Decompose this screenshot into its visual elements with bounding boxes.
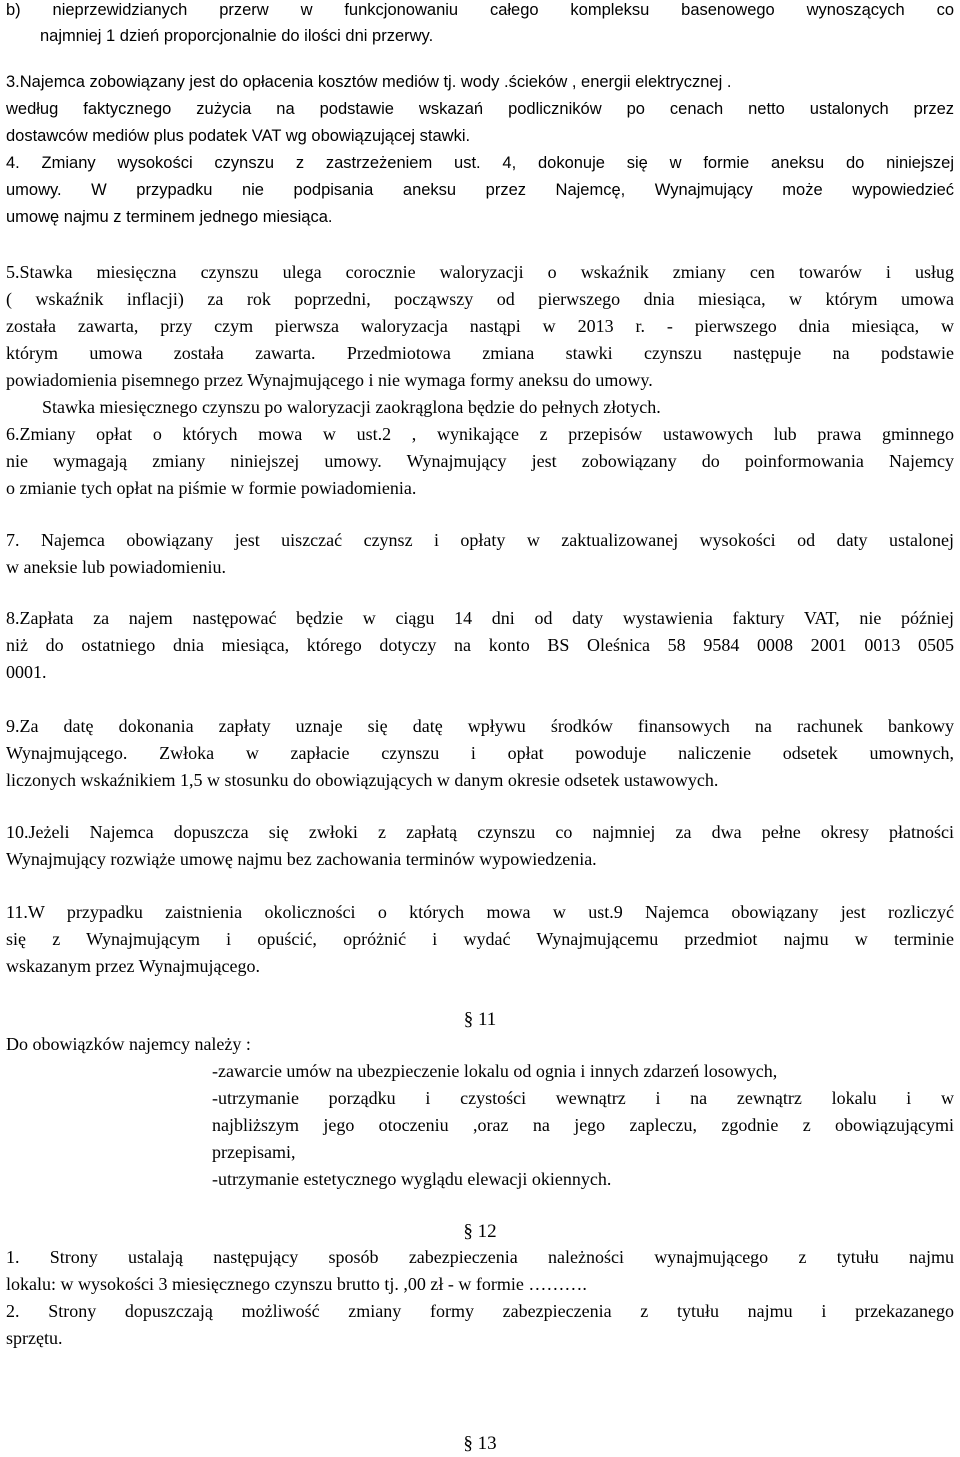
text-line: 5.Stawka miesięczna czynszu ulega corocznie waloryzacji o wskaźnik zmiany cen towarów i usług xyxy=(6,262,954,282)
text-line: 9.Za datę dokonania zapłaty uznaje się datę wpływu środków finansowych na rachunek bankowy xyxy=(6,716,954,736)
list-item: -zawarcie umów na ubezpieczenie lokalu od ognia i innych zdarzeń losowych, xyxy=(212,1061,778,1081)
list-item: -utrzymanie porządku i czystości wewnątrz i na zewnątrz lokalu i w xyxy=(212,1088,954,1108)
text-line: Wynajmującego. Zwłoka w zapłacie czynszu i opłat powoduje naliczenie odsetek umownych, xyxy=(6,743,954,763)
text-line: sprzętu. xyxy=(6,1328,63,1348)
text-line: Do obowiązków najemcy należy : xyxy=(6,1034,251,1054)
text-line: 3.Najemca zobowiązany jest do opłacenia kosztów mediów tj. wody .ścieków , energii elektrycznej . xyxy=(6,73,732,91)
text-line: Stawka miesięcznego czynszu po waloryzacji zaokrąglona będzie do pełnych złotych. xyxy=(42,397,661,417)
text-line: ( wskaźnik inflacji) za rok poprzedni, począwszy od pierwszego dnia miesiąca, w którym umowa xyxy=(6,289,954,309)
text-line: 10.Jeżeli Najemca dopuszcza się zwłoki z zapłatą czynszu co najmniej za dwa pełne okresy płatności xyxy=(6,822,954,842)
text-line: najmniej 1 dzień proporcjonalnie do ilości dni przerwy. xyxy=(40,27,434,45)
text-line: 8.Zapłata za najem następować będzie w ciągu 14 dni od daty wystawienia faktury VAT, nie później xyxy=(6,608,954,628)
text-line: lokalu: w wysokości 3 miesięcznego czynszu brutto tj. ,00 zł - w formie ………. xyxy=(6,1274,587,1294)
text-line: 1. Strony ustalają następujący sposób zabezpieczenia należności wynajmującego z tytułu najmu xyxy=(6,1247,954,1267)
list-item: najbliższym jego otoczeniu ,oraz na jego zapleczu, zgodnie z obowiązującymi xyxy=(212,1115,954,1135)
text-line: b) nieprzewidzianych przerw w funkcjonowaniu całego kompleksu basenowego wynoszących co xyxy=(6,1,954,19)
list-item: -utrzymanie estetycznego wyglądu elewacji okiennych. xyxy=(212,1169,612,1189)
text-line: Wynajmujący rozwiąże umowę najmu bez zachowania terminów wypowiedzenia. xyxy=(6,849,597,869)
text-line: 6.Zmiany opłat o których mowa w ust.2 , wynikające z przepisów ustawowych lub prawa gminnego xyxy=(6,424,954,444)
text-line: dostawców mediów plus podatek VAT wg obowiązującej stawki. xyxy=(6,127,471,145)
text-line: umowę najmu z terminem jednego miesiąca. xyxy=(6,208,333,226)
text-line: umowy. W przypadku nie podpisania aneksu przez Najemcę, Wynajmujący może wypowiedzieć xyxy=(6,181,954,199)
text-line: o zmianie tych opłat na piśmie w formie powiadomienia. xyxy=(6,478,417,498)
text-line: 4. Zmiany wysokości czynszu z zastrzeżeniem ust. 4, dokonuje się w formie aneksu do niniejszej xyxy=(6,154,954,172)
text-line: 7. Najemca obowiązany jest uiszczać czynsz i opłaty w zaktualizowanej wysokości od daty ustalonej xyxy=(6,530,954,550)
text-line: liczonych wskaźnikiem 1,5 w stosunku do obowiązujących w danym okresie odsetek ustawowych. xyxy=(6,770,719,790)
text-line: się z Wynajmującym i opuścić, opróżnić i wydać Wynajmującemu przedmiot najmu w terminie xyxy=(6,929,954,949)
text-line: według faktycznego zużycia na podstawie wskazań podliczników po cenach netto ustalonych przez xyxy=(6,100,954,118)
text-line: wskazanym przez Wynajmującego. xyxy=(6,956,260,976)
text-line: została zawarta, przy czym pierwsza waloryzacja nastąpi w 2013 r. - pierwszego dnia miesiąca, w xyxy=(6,316,954,336)
text-line: 11.W przypadku zaistnienia okoliczności o których mowa w ust.9 Najemca obowiązany jest rozliczyć xyxy=(6,902,954,922)
text-line: 0001. xyxy=(6,662,47,682)
text-line: w aneksie lub powiadomieniu. xyxy=(6,557,226,577)
text-line: 2. Strony dopuszczają możliwość zmiany formy zabezpieczenia z tytułu najmu i przekazanego xyxy=(6,1301,954,1321)
text-line: nie wymagają zmiany niniejszej umowy. Wynajmujący jest zobowiązany do poinformowania Najemcy xyxy=(6,451,954,471)
text-line: niż do ostatniego dnia miesiąca, którego dotyczy na konto BS Oleśnica 58 9584 0008 2001 0013 0505 xyxy=(6,635,954,655)
text-line: powiadomienia pisemnego przez Wynajmującego i nie wymaga formy aneksu do umowy. xyxy=(6,370,653,390)
text-line: którym umowa została zawarta. Przedmiotowa zmiana stawki czynszu następuje na podstawie xyxy=(6,343,954,363)
section-heading: § 12 xyxy=(463,1221,497,1242)
section-heading: § 13 xyxy=(463,1433,497,1454)
list-item: przepisami, xyxy=(212,1142,296,1162)
section-heading: § 11 xyxy=(463,1009,497,1030)
